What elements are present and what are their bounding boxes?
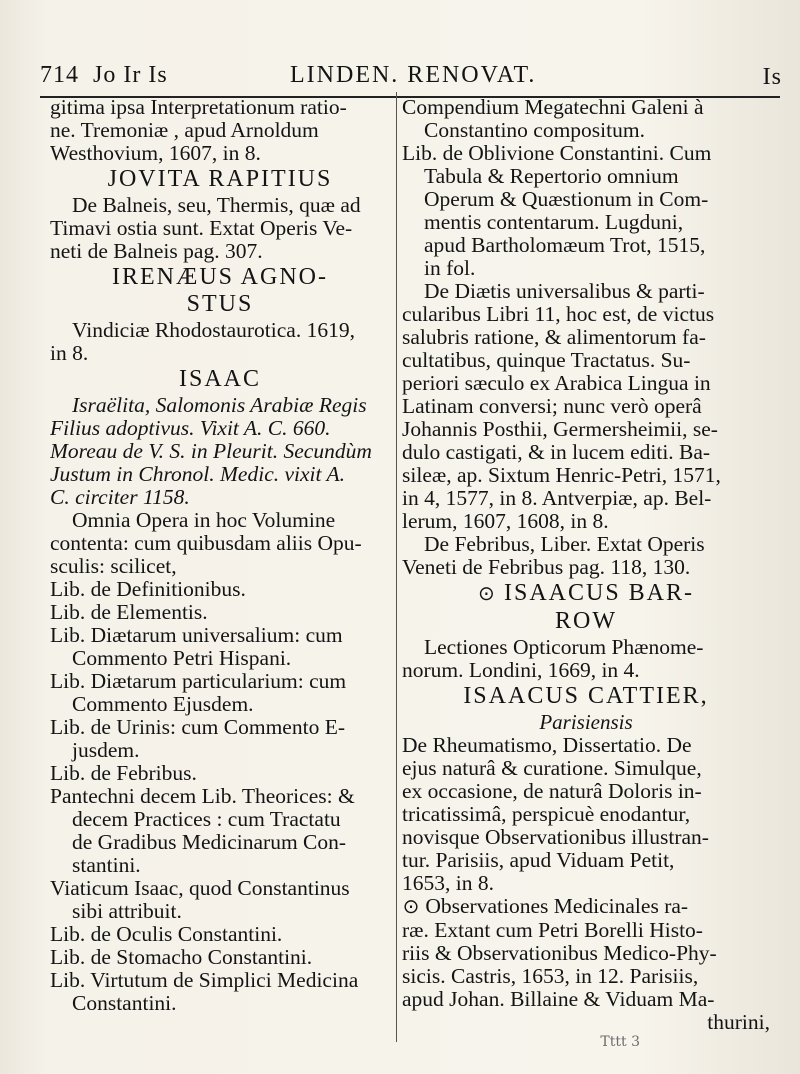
text-line-text: periori sæculo ex Arabica Lingua in [402,372,711,395]
entry-subheading-text: Parisiensis [539,711,633,734]
entry-heading-text: STUS [186,292,254,317]
text-line-text: Tabula & Repertorio omnium [424,165,679,188]
text-line-text: 1653, in 8. [402,872,494,895]
text-line [50,670,390,693]
right-column [402,96,770,1034]
text-line-text: Lib. de Elementis. [50,601,208,624]
text-line-text: Compendium Megatechni Galeni à [402,96,704,119]
page-footer [40,1034,780,1056]
italic-note-line [50,394,390,417]
text-line-text: in 4, 1577, in 8. Antverpiæ, ap. Bel- [402,487,712,510]
text-line-text: jusdem. [72,739,140,762]
text-line [402,142,770,165]
text-line-text: Pantechni decem Lib. Theorices: & [50,785,355,808]
text-line-text: sicis. Castris, 1653, in 12. Parisiis, [402,965,699,988]
text-line [402,257,770,280]
text-line [402,942,770,965]
text-line [402,988,770,1011]
text-line-text: Veneti de Febribus pag. 118, 130. [402,556,691,579]
text-line [50,319,390,342]
entry-heading-text: JOVITA RAPITIUS [107,167,333,192]
text-line [50,785,390,808]
text-line [402,165,770,188]
text-line-text: Lib. de Oculis Constantini. [50,923,283,946]
text-line [402,965,770,988]
text-line [50,342,390,365]
text-line-text: De Balneis, seu, Thermis, quæ ad [72,194,361,217]
italic-note-line-text: Israëlita, Salomonis Arabiæ Regis [72,394,367,417]
text-line [50,532,390,555]
text-line-text: Lib. de Urinis: cum Commento E- [50,716,345,739]
text-line-text: sculis: scilicet, [50,555,177,578]
text-line-text: Latinam conversi; nunc verò operâ [402,395,702,418]
entry-heading [50,167,390,192]
text-line-text: Omnia Opera in hoc Volumine [72,509,336,532]
text-line [402,372,770,395]
text-line-text: Constantino compositum. [424,119,645,142]
page-number: 714 [40,62,79,88]
entry-subheading [402,711,770,734]
text-line [402,349,770,372]
text-line [50,96,390,119]
entry-heading [50,367,390,392]
italic-note-line [50,417,390,440]
text-line-text: riis & Observationibus Medico-Phy- [402,942,717,965]
circle-dot-icon: ⊙ [402,896,420,918]
left-column [50,96,390,1015]
text-line [402,510,770,533]
text-line-text: Observationes Medicinales ra- [425,895,689,918]
running-head [40,62,782,92]
entry-heading-text: IRENÆUS AGNO- [111,265,328,290]
text-line-text: De Rheumatismo, Dissertatio. De [402,734,692,757]
text-line-text: De Febribus, Liber. Extat Operis [424,533,705,556]
text-line [50,119,390,142]
text-line [50,808,390,831]
text-line-text: apud Johan. Billaine & Viduam Ma- [402,988,715,1011]
text-line [50,624,390,647]
text-line [402,919,770,942]
text-line [50,194,390,217]
text-line [50,831,390,854]
italic-note-line [50,486,390,509]
text-line-text: Operum & Quæstionum in Com- [424,188,709,211]
text-line-text: sileæ, ap. Sixtum Henric-Petri, 1571, [402,464,721,487]
text-line [50,647,390,670]
text-line [402,872,770,895]
text-line-text: in 8. [50,342,89,365]
text-line [50,877,390,900]
italic-note-line [50,440,390,463]
signature-mark: Tttt 3 [600,1034,640,1050]
text-line-text: Commento Ejusdem. [72,693,254,716]
text-line [402,395,770,418]
text-line [50,578,390,601]
text-line [402,487,770,510]
text-line-text: novisque Observationibus illustran- [402,826,709,849]
text-line-text: Lib. Diætarum particularium: cum [50,670,347,693]
text-line-text: Lib. de Stomacho Constantini. [50,946,313,969]
text-line [50,509,390,532]
text-line-text: ræ. Extant cum Petri Borelli Histo- [402,919,703,942]
text-line [50,240,390,263]
text-line-text: Timavi ostia sunt. Extat Operis Ve- [50,217,353,240]
entry-heading [50,265,390,290]
text-line [50,969,390,992]
text-line-text: thurini, [707,1011,770,1034]
text-line [50,923,390,946]
text-line [402,849,770,872]
text-line-text: Vindiciæ Rhodostaurotica. 1619, [72,319,355,342]
text-line [402,119,770,142]
text-line [402,780,770,803]
text-line-text: de Gradibus Medicinarum Con- [72,831,347,854]
italic-note-line [50,463,390,486]
running-title: LINDEN. RENOVAT. [290,62,537,88]
text-line [402,303,770,326]
text-line-text: sibi attribuit. [72,900,182,923]
entry-heading-text: ISAACUS BAR- [503,581,695,606]
text-line [402,418,770,441]
text-line [402,211,770,234]
entry-heading-text: ROW [555,609,617,634]
text-line [402,803,770,826]
text-line-text: norum. Londini, 1669, in 4. [402,659,640,682]
text-line-text: in fol. [424,257,476,280]
text-line [402,533,770,556]
text-line [402,826,770,849]
text-line-text: Lib. de Definitionibus. [50,578,246,601]
text-line [50,992,390,1015]
text-line [402,441,770,464]
text-line-text: De Diætis universalibus & parti- [424,280,705,303]
text-line-text: Lib. de Oblivione Constantini. Cum [402,142,712,165]
circle-dot-icon: ⊙ [477,583,497,605]
page-number-and-letters [40,62,168,89]
column-divider [396,92,397,1042]
text-line [402,1011,770,1034]
text-line [50,854,390,877]
text-line [50,946,390,969]
text-line-text: apud Bartholomæum Trot, 1515, [424,234,706,257]
text-line-text: Johannis Posthii, Germersheimii, se- [402,418,718,441]
text-line [50,762,390,785]
entry-heading [402,609,770,634]
text-line-text: lerum, 1607, 1608, in 8. [402,510,609,533]
text-line-text: tur. Parisiis, apud Viduam Petit, [402,849,675,872]
text-line [402,188,770,211]
text-line-text: Lib. de Febribus. [50,762,197,785]
text-line [402,234,770,257]
italic-note-line-text: Filius adoptivus. Vixit A. C. 660. [50,417,331,440]
text-line-text: gitima ipsa Interpretationum ratio- [50,96,347,119]
text-line [402,326,770,349]
text-line-text: Lib. Diætarum universalium: cum [50,624,343,647]
text-line-text: tricatissimâ, perspicuè enodantur, [402,803,691,826]
text-line [402,280,770,303]
entry-heading [402,581,770,607]
text-line-text: mentis contentarum. Lugduni, [424,211,684,234]
text-line-text: neti de Balneis pag. 307. [50,240,263,263]
text-line [402,895,770,919]
text-line [50,555,390,578]
text-line-text: dulo castigati, & in lucem editi. Ba- [402,441,711,464]
text-line [402,96,770,119]
entry-heading [402,684,770,709]
text-line [50,716,390,739]
italic-note-line-text: Justum in Chronol. Medic. vixit A. [50,463,345,486]
text-line [50,217,390,240]
text-line-text: ne. Tremoniæ , apud Arnoldum [50,119,319,142]
text-line-text: Viaticum Isaac, quod Constantinus [50,877,350,900]
index-letters: Jo Ir Is [93,62,168,88]
italic-note-line-text: Moreau de V. S. in Pleurit. Secundùm [50,440,372,463]
text-line-text: salubris ratione, & alimentorum fa- [402,326,706,349]
text-line-text: ejus naturâ & curatione. Simulque, [402,757,702,780]
text-line-text: Commento Petri Hispani. [72,647,292,670]
text-line-text: Lectiones Opticorum Phænome- [424,636,704,659]
text-line [50,142,390,165]
text-line [50,900,390,923]
text-line [402,734,770,757]
text-line [402,757,770,780]
text-line-text: ex occasione, de naturâ Doloris in- [402,780,702,803]
text-line-text: Constantini. [72,992,177,1015]
text-line-text: Westhovium, 1607, in 8. [50,142,261,165]
text-line [50,693,390,716]
text-line-text: stantini. [72,854,141,877]
text-line-text: cultatibus, quinque Tractatus. Su- [402,349,691,372]
italic-note-line-text: C. circiter 1158. [50,486,190,509]
text-line [402,556,770,579]
text-line-text: decem Practices : cum Tractatu [72,808,341,831]
text-line [402,464,770,487]
entry-heading-text: ISAACUS CATTIER, [463,684,709,709]
text-line [402,659,770,682]
entry-heading [50,292,390,317]
text-line-text: Lib. Virtutum de Simplici Medicina [50,969,359,992]
text-line [402,636,770,659]
text-line [50,739,390,762]
text-line [50,601,390,624]
entry-heading-text: ISAAC [178,367,261,392]
text-line-text: contenta: cum quibusdam aliis Opu- [50,532,362,555]
catchword-right: Is [762,64,782,90]
text-line-text: cularibus Libri 11, hoc est, de victus [402,303,715,326]
